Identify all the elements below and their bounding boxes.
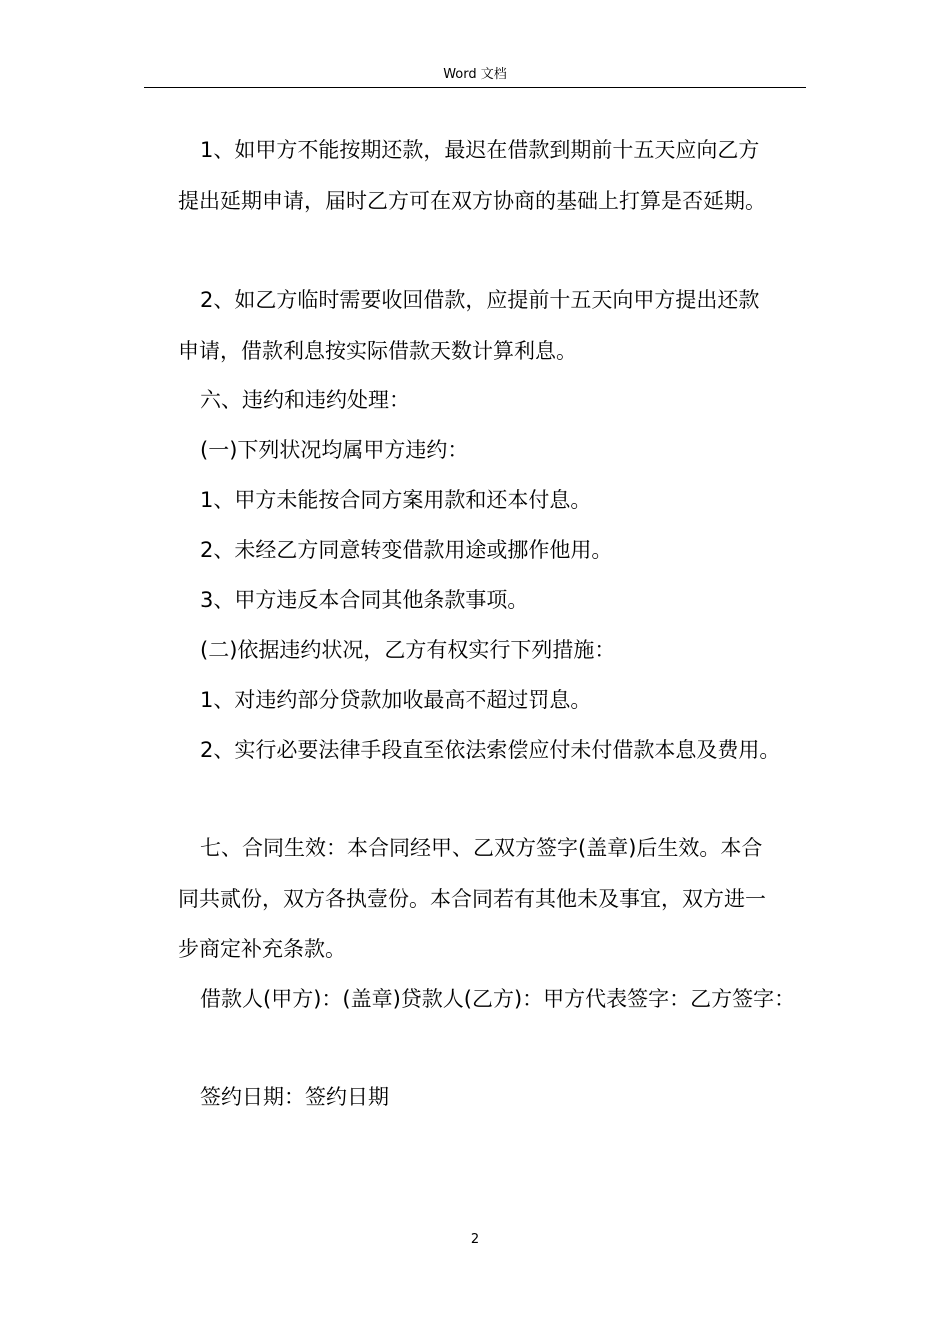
page-number: 2 xyxy=(470,1232,480,1247)
text-line: 同共贰份，双方各执壹份。本合同若有其他未及事宜，双方进一 xyxy=(178,887,766,911)
list-item: 3、甲方违反本合同其他条款事项。 xyxy=(200,588,529,612)
page-header-title: Word 文档 xyxy=(443,67,507,82)
section-heading: 六、违约和违约处理： xyxy=(200,388,410,412)
text-line: 步商定补充条款。 xyxy=(178,937,346,961)
subsection-heading: (一)下列状况均属甲方违约： xyxy=(200,438,469,462)
text-line: 申请，借款利息按实际借款天数计算利息。 xyxy=(178,339,577,363)
text-line: 1、如甲方不能按期还款，最迟在借款到期前十五天应向乙方 xyxy=(200,138,760,162)
list-item: 2、实行必要法律手段直至依法索偿应付未付借款本息及费用。 xyxy=(200,738,781,762)
text-line: 2、如乙方临时需要收回借款，应提前十五天向甲方提出还款 xyxy=(200,288,760,312)
header-divider xyxy=(144,87,806,88)
list-item: 2、未经乙方同意转变借款用途或挪作他用。 xyxy=(200,538,613,562)
list-item: 1、甲方未能按合同方案用款和还本付息。 xyxy=(200,488,592,512)
signing-date-line: 签约日期：签约日期 xyxy=(200,1085,389,1109)
text-line: 七、合同生效：本合同经甲、乙双方签字(盖章)后生效。本合 xyxy=(200,836,763,860)
list-item: 1、对违约部分贷款加收最高不超过罚息。 xyxy=(200,688,592,712)
subsection-heading: (二)依据违约状况，乙方有权实行下列措施： xyxy=(200,638,616,662)
signature-line: 借款人(甲方)：(盖章)贷款人(乙方)：甲方代表签字：乙方签字： xyxy=(200,987,796,1011)
text-line: 提出延期申请，届时乙方可在双方协商的基础上打算是否延期。 xyxy=(178,189,766,213)
